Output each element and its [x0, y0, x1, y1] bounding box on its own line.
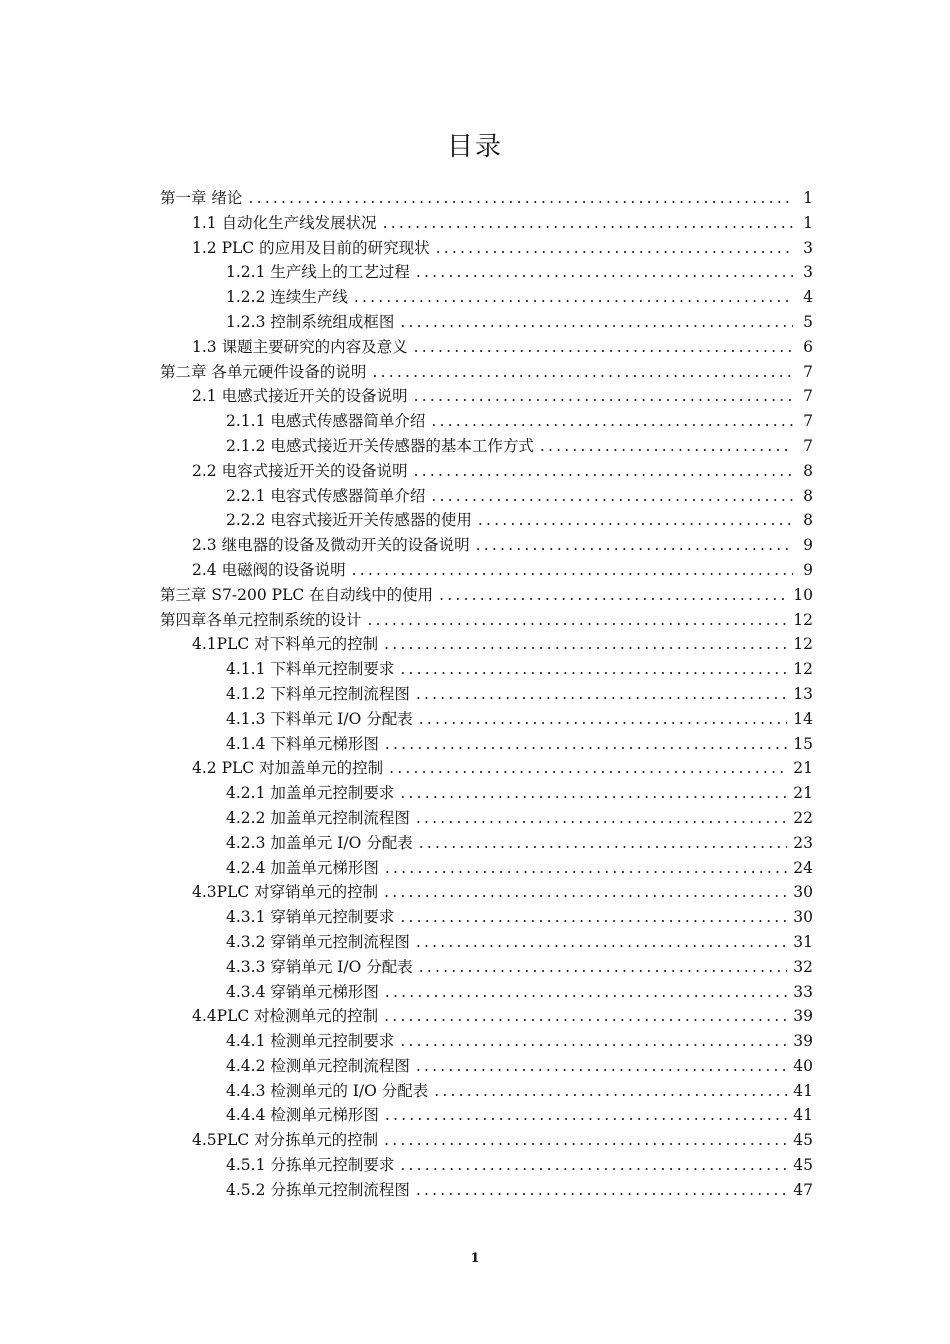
- toc-entry-page: 41: [793, 1106, 813, 1125]
- toc-entry-label: 2.1.2 电感式接近开关传感器的基本工作方式: [226, 436, 534, 455]
- toc-entry[interactable]: [160, 1004, 813, 1029]
- toc-leader-dots: [354, 288, 793, 306]
- toc-entry-page: 3: [803, 238, 813, 257]
- toc-entry-label: 4.4.2 检测单元控制流程图: [226, 1056, 410, 1075]
- toc-leader-dots: [248, 189, 793, 207]
- toc-entry-page: 30: [793, 908, 813, 927]
- toc-entry[interactable]: [160, 1079, 813, 1104]
- page-number: 1: [470, 1251, 480, 1266]
- toc-entry-page: 39: [793, 1007, 813, 1026]
- toc-entry[interactable]: [160, 756, 813, 781]
- toc-entry-page: 45: [793, 1156, 813, 1175]
- toc-entry-label: 4.2.1 加盖单元控制要求: [226, 784, 395, 803]
- toc-entry-label: 4.2 PLC 对加盖单元的控制: [192, 759, 384, 778]
- toc-entry-page: 1: [803, 213, 813, 232]
- toc-leader-dots: [416, 933, 787, 951]
- toc-entry[interactable]: [160, 682, 813, 707]
- toc-entry-page: 6: [803, 337, 813, 356]
- toc-entry[interactable]: [160, 930, 813, 955]
- toc-entry[interactable]: [160, 186, 813, 211]
- toc-leader-dots: [414, 462, 793, 480]
- toc-entry-label: 1.2 PLC 的应用及目前的研究现状: [192, 238, 430, 257]
- toc-entry[interactable]: [160, 1178, 813, 1203]
- toc-entry[interactable]: [160, 732, 813, 757]
- toc-entry-label: 4.5.2 分拣单元控制流程图: [226, 1180, 410, 1199]
- toc-entry[interactable]: [160, 905, 813, 930]
- toc-leader-dots: [439, 586, 787, 604]
- toc-entry-label: 1.2.1 生产线上的工艺过程: [226, 263, 410, 282]
- toc-entry[interactable]: [160, 831, 813, 856]
- toc-entry-page: 23: [793, 833, 813, 852]
- toc-leader-dots: [476, 536, 793, 554]
- toc-entry-label: 4.1.4 下料单元梯形图: [226, 734, 379, 753]
- toc-entry-page: 7: [803, 387, 813, 406]
- toc-leader-dots: [385, 1106, 787, 1124]
- toc-entry[interactable]: [160, 1029, 813, 1054]
- toc-entry-label: 1.3 课题主要研究的内容及意义: [192, 337, 408, 356]
- toc-entry-label: 4.2.4 加盖单元梯形图: [226, 858, 379, 877]
- toc-entry[interactable]: [160, 558, 813, 583]
- toc-entry-label: 1.2.3 控制系统组成框图: [226, 312, 395, 331]
- toc-entry-label: 4.1PLC 对下料单元的控制: [192, 635, 379, 654]
- toc-entry-label: 4.1.2 下料单元控制流程图: [226, 684, 410, 703]
- toc-leader-dots: [384, 883, 787, 901]
- toc-entry-label: 4.4.3 检测单元的 I/O 分配表: [226, 1081, 429, 1100]
- toc-entry-label: 4.4.1 检测单元控制要求: [226, 1032, 395, 1051]
- toc-leader-dots: [400, 660, 787, 678]
- toc-leader-dots: [416, 809, 787, 827]
- toc-entry-label: 2.1 电感式接近开关的设备说明: [192, 387, 408, 406]
- toc-entry-label: 4.2.2 加盖单元控制流程图: [226, 808, 410, 827]
- toc-entry-page: 13: [793, 684, 813, 703]
- toc-entry[interactable]: [160, 856, 813, 881]
- toc-leader-dots: [384, 1131, 787, 1149]
- toc-entry[interactable]: [160, 955, 813, 980]
- toc-leader-dots: [383, 214, 793, 232]
- toc-entry[interactable]: [160, 781, 813, 806]
- toc-entry-page: 32: [793, 957, 813, 976]
- toc-leader-dots: [416, 1057, 787, 1075]
- toc-entry-label: 2.1.1 电感式传感器简单介绍: [226, 412, 426, 431]
- toc-entry-label: 4.3.3 穿销单元 I/O 分配表: [226, 957, 413, 976]
- toc-leader-dots: [416, 1181, 787, 1199]
- toc-leader-dots: [436, 239, 793, 257]
- toc-entry-label: 1.1 自动化生产线发展状况: [192, 213, 377, 232]
- toc-entry-label: 4.3PLC 对穿销单元的控制: [192, 883, 379, 902]
- toc-entry-page: 8: [803, 486, 813, 505]
- toc-leader-dots: [478, 511, 793, 529]
- toc-entry[interactable]: [160, 1103, 813, 1128]
- toc-leader-dots: [400, 1156, 787, 1174]
- toc-leader-dots: [419, 834, 787, 852]
- toc-leader-dots: [400, 1032, 787, 1050]
- toc-entry-label: 2.2.2 电容式接近开关传感器的使用: [226, 511, 472, 530]
- toc-entry[interactable]: [160, 484, 813, 509]
- toc-entry[interactable]: [160, 360, 813, 385]
- toc-leader-dots: [434, 1082, 787, 1100]
- toc-entry[interactable]: [160, 1153, 813, 1178]
- toc-leader-dots: [372, 363, 793, 381]
- toc-entry-page: 33: [793, 982, 813, 1001]
- toc-leader-dots: [419, 710, 787, 728]
- toc-leader-dots: [540, 437, 793, 455]
- toc-entry-page: 22: [793, 808, 813, 827]
- toc-entry-page: 41: [793, 1081, 813, 1100]
- toc-entry-label: 4.3.2 穿销单元控制流程图: [226, 932, 410, 951]
- toc-leader-dots: [416, 685, 787, 703]
- toc-entry-page: 45: [793, 1131, 813, 1150]
- toc-leader-dots: [385, 859, 787, 877]
- toc-entry-page: 3: [803, 263, 813, 282]
- toc-entry-label: 2.4 电磁阀的设备说明: [192, 560, 346, 579]
- toc-entry-label: 第四章各单元控制系统的设计: [160, 610, 362, 629]
- toc-entry-label: 4.5PLC 对分拣单元的控制: [192, 1131, 379, 1150]
- toc-entry-page: 24: [793, 858, 813, 877]
- toc-entry[interactable]: [160, 880, 813, 905]
- toc-entry[interactable]: [160, 260, 813, 285]
- toc-entry[interactable]: [160, 285, 813, 310]
- toc-entry[interactable]: [160, 583, 813, 608]
- toc-entry[interactable]: [160, 409, 813, 434]
- toc-entry-page: 8: [803, 461, 813, 480]
- toc-entry-page: 7: [803, 362, 813, 381]
- toc-entry[interactable]: [160, 335, 813, 360]
- toc-entry-page: 9: [803, 560, 813, 579]
- toc-entry-label: 4.1.1 下料单元控制要求: [226, 660, 395, 679]
- toc-entry-label: 4.3.4 穿销单元梯形图: [226, 982, 379, 1001]
- toc-entry-page: 39: [793, 1032, 813, 1051]
- toc-leader-dots: [384, 635, 787, 653]
- table-of-contents: [160, 186, 813, 1203]
- toc-leader-dots: [400, 784, 787, 802]
- toc-entry-page: 1: [803, 189, 813, 207]
- toc-entry[interactable]: [160, 1054, 813, 1079]
- toc-entry-page: 4: [803, 288, 813, 307]
- toc-leader-dots: [431, 412, 793, 430]
- toc-entry-label: 4.5.1 分拣单元控制要求: [226, 1156, 395, 1175]
- toc-entry-page: 21: [793, 784, 813, 803]
- toc-entry-label: 4.4PLC 对检测单元的控制: [192, 1007, 379, 1026]
- toc-leader-dots: [414, 338, 793, 356]
- toc-entry[interactable]: [160, 508, 813, 533]
- toc-entry-page: 40: [793, 1056, 813, 1075]
- toc-entry[interactable]: [160, 980, 813, 1005]
- toc-entry[interactable]: [160, 533, 813, 558]
- toc-entry[interactable]: [160, 657, 813, 682]
- toc-entry-label: 第三章 S7-200 PLC 在自动线中的使用: [160, 585, 434, 604]
- toc-leader-dots: [416, 263, 793, 281]
- toc-entry-page: 12: [793, 610, 813, 629]
- toc-entry-page: 9: [803, 536, 813, 555]
- toc-entry[interactable]: [160, 608, 813, 633]
- toc-entry[interactable]: [160, 1128, 813, 1153]
- toc-entry-label: 1.2.2 连续生产线: [226, 288, 348, 307]
- toc-leader-dots: [419, 958, 787, 976]
- toc-leader-dots: [389, 759, 787, 777]
- toc-entry-page: 5: [803, 312, 813, 331]
- toc-entry[interactable]: [160, 384, 813, 409]
- toc-entry-page: 31: [793, 932, 813, 951]
- toc-entry-label: 4.3.1 穿销单元控制要求: [226, 908, 395, 927]
- toc-entry-page: 47: [793, 1180, 813, 1199]
- toc-entry[interactable]: [160, 459, 813, 484]
- toc-entry-page: 8: [803, 511, 813, 530]
- toc-entry-page: 7: [803, 412, 813, 431]
- toc-entry-label: 第一章 绪论: [160, 189, 243, 207]
- toc-entry-label: 2.2.1 电容式传感器简单介绍: [226, 486, 426, 505]
- toc-leader-dots: [384, 1007, 787, 1025]
- toc-leader-dots: [431, 487, 793, 505]
- toc-entry-page: 14: [793, 709, 813, 728]
- toc-leader-dots: [385, 983, 787, 1001]
- toc-entry-page: 21: [793, 759, 813, 778]
- toc-entry-label: 2.2 电容式接近开关的设备说明: [192, 461, 408, 480]
- toc-entry-label: 2.3 继电器的设备及微动开关的设备说明: [192, 536, 470, 555]
- toc-entry-label: 4.1.3 下料单元 I/O 分配表: [226, 709, 413, 728]
- toc-entry-page: 12: [793, 660, 813, 679]
- toc-leader-dots: [414, 387, 793, 405]
- toc-leader-dots: [400, 908, 787, 926]
- toc-entry[interactable]: [160, 211, 813, 236]
- toc-leader-dots: [352, 561, 793, 579]
- toc-entry-label: 第二章 各单元硬件设备的说明: [160, 362, 367, 381]
- toc-entry-page: 10: [793, 585, 813, 604]
- toc-entry-label: 4.4.4 检测单元梯形图: [226, 1106, 379, 1125]
- toc-entry[interactable]: [160, 707, 813, 732]
- toc-entry[interactable]: [160, 806, 813, 831]
- toc-leader-dots: [368, 611, 788, 629]
- toc-entry-page: 30: [793, 883, 813, 902]
- toc-entry[interactable]: [160, 236, 813, 261]
- page-title: 目录: [446, 132, 503, 162]
- toc-entry[interactable]: [160, 632, 813, 657]
- toc-entry[interactable]: [160, 310, 813, 335]
- toc-entry-label: 4.2.3 加盖单元 I/O 分配表: [226, 833, 413, 852]
- toc-entry-page: 12: [793, 635, 813, 654]
- toc-entry-page: 7: [803, 436, 813, 455]
- toc-leader-dots: [400, 313, 793, 331]
- toc-entry-page: 15: [793, 734, 813, 753]
- toc-leader-dots: [385, 735, 787, 753]
- toc-entry[interactable]: [160, 434, 813, 459]
